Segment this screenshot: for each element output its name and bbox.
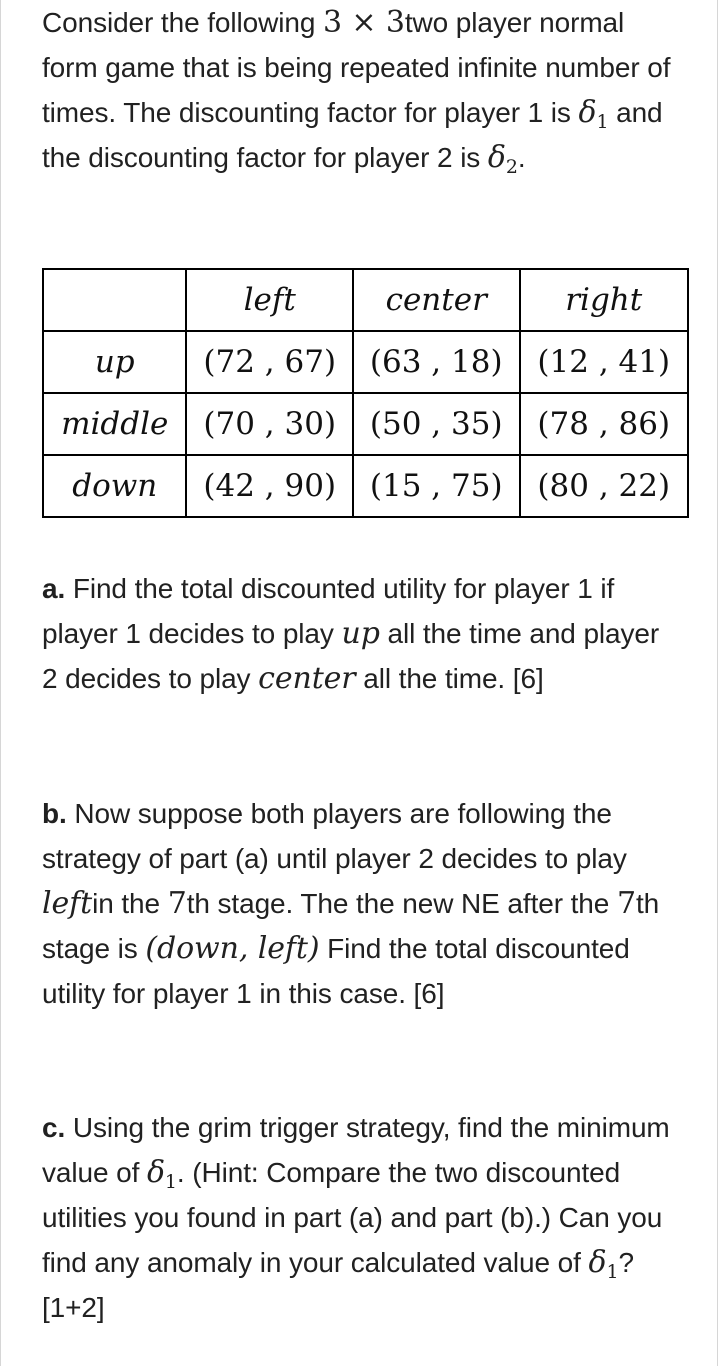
intro-text: Consider the following [42,7,323,38]
question-text: Using the grim trigger strategy, find the minimum value of [42,1112,670,1188]
row-label: down [43,455,186,517]
question-b [42,791,682,1016]
intro-text: two player normal form game that is being repeated infinite number of times. The discounting factor for player 1 is [42,7,671,128]
math-term: up [341,616,380,651]
math-term: left [42,886,93,921]
delta-symbol: δ [588,1245,607,1280]
intro-paragraph [42,0,682,180]
table-row [43,455,688,517]
payoff-cell: (12 , 41) [520,331,689,393]
question-label: c. [42,1112,66,1143]
payoff-cell: (50 , 35) [353,393,520,455]
question-label: a. [42,573,66,604]
payoff-cell: (80 , 22) [520,455,689,517]
delta-subscript: 2 [505,156,518,178]
row-label: middle [43,393,186,455]
intro-text: and the discounting factor for player 2 is [42,97,663,173]
delta-symbol: δ [146,1155,165,1190]
math-term: center [258,661,356,696]
question-label: b. [42,798,67,829]
question-text: Find the total discounted utility for player 1 in this case. [6] [42,933,630,1009]
question-text: in the [92,888,168,919]
question-text: all the time. [6] [355,663,544,694]
delta-subscript: 1 [596,111,609,133]
question-text: th stage is [42,888,660,964]
row-label: up [43,331,186,393]
question-text: all the time and player 2 decides to play [42,618,660,694]
payoff-cell: (15 , 75) [353,455,520,517]
math-number: 7 [616,886,636,921]
question-text: th stage. The the new NE after the [186,888,617,919]
table-header-cell: right [520,269,689,331]
delta-symbol: δ [487,140,506,175]
intro-text: . [517,142,526,173]
question-text: ? [1+2] [42,1247,634,1323]
delta-subscript: 1 [606,1261,619,1283]
math-term: (down, left) [145,931,320,966]
payoff-cell: (70 , 30) [186,393,353,455]
question-text: Now suppose both players are following the strategy of part (a) until player 2 decides to play [42,798,627,874]
table-header-row [43,269,688,331]
table-header-cell: left [186,269,353,331]
table-row [43,393,688,455]
table-header-cell: center [353,269,520,331]
question-text: . (Hint: Compare the two discounted utilities you found in part (a) and part (b).) Can you find any anomaly in your calculated value of [42,1157,663,1278]
payoff-cell: (72 , 67) [186,331,353,393]
table-header-cell [43,269,186,331]
question-text: Find the total discounted utility for player 1 if player 1 decides to play [42,573,615,649]
table-row [43,331,688,393]
payoff-cell: (78 , 86) [520,393,689,455]
payoff-cell: (42 , 90) [186,455,353,517]
payoff-table [42,268,689,518]
question-content [42,0,682,1323]
question-c [42,1105,682,1330]
intro-math-dimension: 3 × 3 [322,5,405,40]
payoff-cell: (63 , 18) [353,331,520,393]
delta-symbol: δ [578,95,597,130]
math-number: 7 [167,886,187,921]
delta-subscript: 1 [164,1171,177,1193]
question-a [42,566,682,701]
